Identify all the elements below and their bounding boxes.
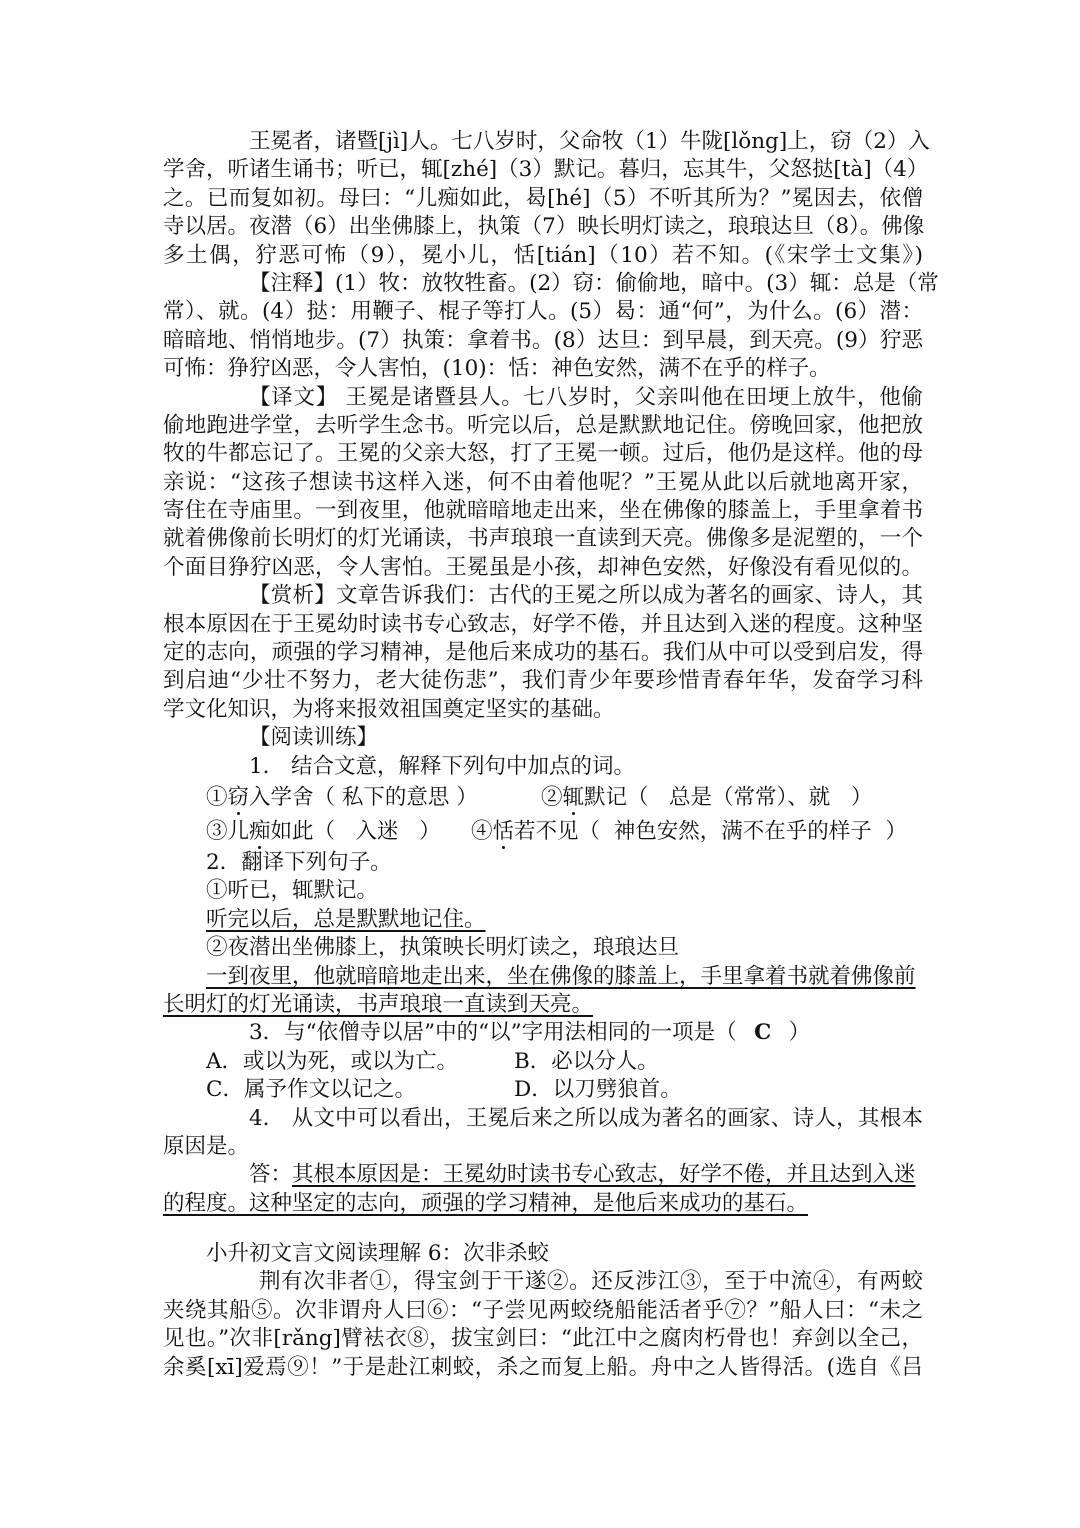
q2-answer-1: 听完以后，总是默默地记住。 — [206, 906, 486, 932]
q3-option-d: D．以刀劈狼首。 — [514, 1077, 682, 1103]
passage-line: 学舍，听诸生诵书；听已，辄[zhé]（3）默记。暮归，忘其牛，父怒挞[tà]（4） — [163, 157, 929, 183]
q1-answer-4: 神色安然，满不在乎的样子 — [600, 818, 886, 844]
q4-prompt-2: 原因是。 — [163, 1133, 250, 1159]
q3-option-c: C．属予作文以记之。 — [206, 1077, 416, 1103]
q4-answer-label: 答： — [249, 1162, 293, 1188]
notes-line: 暗暗地、悄悄地步。(7）执策：拿着书。(8）达旦：到早晨，到天亮。(9）狞恶 — [163, 327, 923, 353]
q4-answer-1: 其根本原因是：王冕幼时读书专心致志，好学不倦，并且达到入迷 — [292, 1162, 916, 1188]
q1-item-4: ④恬若不见（ 神色安然，满不在乎的样子 ） — [471, 818, 907, 844]
document-page — [163, 128, 939, 1382]
appreciation-line: 【赏析】文章告诉我们：古代的王冕之所以成为著名的画家、诗人，其 — [249, 583, 923, 609]
appreciation-line: 定的志向，顽强的学习精神，是他后来成功的基石。我们从中可以受到启发，得 — [163, 640, 923, 666]
q2-answer-2-line-2 — [163, 991, 923, 1019]
q3-option-a: A．或以为死，或以为亡。 — [206, 1048, 459, 1074]
q4-prompt-1: 4. 从文中可以看出，王冕后来之所以成为著名的画家、诗人，其根本 — [249, 1105, 923, 1131]
translation-section — [163, 384, 923, 583]
q2-answer-2a: 一到夜里，他就暗暗地走出来，坐在佛像的膝盖上，手里拿着书就着佛像前 — [206, 963, 916, 989]
section2-line: 见也。”次非[rǎng]臂袪衣⑧，拔宝剑曰：“此江中之腐肉朽骨也！弃剑以全己， — [163, 1326, 923, 1352]
q1-row-2 — [163, 815, 923, 849]
translation-line: 个面目狰狞凶恶，令人害怕。王冕虽是小孩，却神色安然，好像没有看见似的。 — [163, 554, 923, 580]
appreciation-line: 学文化知识，为将来报效祖国奠定坚实的基础。 — [163, 696, 615, 722]
passage-line: 之。已而复如初。母曰：“儿痴如此，曷[hé]（5）不听其所为？”冕因去，依僧 — [163, 185, 923, 211]
notes-line: 可怖：狰狞凶恶，令人害怕，(10)：恬：神色安然，满不在乎的样子。 — [163, 356, 831, 382]
q2-prompt: 2．翻译下列句子。 — [206, 849, 392, 875]
appreciation-line: 到启迪“少壮不努力，老大徒伤悲”，我们青少年要珍惜青春年华，发奋学习科 — [163, 668, 923, 694]
translation-line: 亲说：“这孩子想读书这样入迷，何不由着他呢？”王冕从此以后就地离开家， — [163, 469, 923, 495]
q1-prompt: 1. 结合文意，解释下列句中加点的词。 — [249, 753, 636, 779]
section-gap — [163, 1218, 923, 1240]
section2-line: 荆有次非者①，得宝剑于干遂②。还反涉江③，至于中流④，有两蛟 — [259, 1269, 923, 1295]
passage-line: 寺以居。夜潜（6）出坐佛膝上，执策（7）映长明灯读之，琅琅达旦（8）。佛像 — [163, 214, 925, 240]
q3-options-row-2 — [163, 1076, 923, 1104]
passage-line: 多土偶，狞恶可怖（9），冕小儿，恬[tián]（10）若不知。(《宋学士文集》) — [163, 242, 923, 268]
q1-item-2: ②辄默记（ 总是（常常）、就 ） — [541, 784, 873, 810]
translation-line: 【译文】 王冕是诸暨县人。七八岁时，父亲叫他在田埂上放牛，他偷 — [249, 384, 923, 410]
notes-line: 【注释】(1）牧：放牧牲畜。(2）窃：偷偷地，暗中。(3）辄：总是（常 — [249, 270, 939, 296]
section2-title: 小升初文言文阅读理解 6：次非杀蛟 — [206, 1241, 550, 1267]
q2-answer-2-line-1 — [163, 963, 923, 991]
q3-option-b: B．必以分人。 — [514, 1048, 659, 1074]
passage-line: 王冕者，诸暨[jì]人。七八岁时，父命牧（1）牛陇[lǒng]上，窃（2）入 — [249, 129, 930, 154]
section2-line: 夹绕其船⑤。次非谓舟人曰⑥：“子尝见两蛟绕船能活者乎⑦？”船人曰：“未之 — [163, 1297, 923, 1323]
q3-options-row-1 — [163, 1048, 923, 1076]
q4-answer-line-2 — [163, 1190, 923, 1218]
q2-sentence-1: ①听已，辄默记。 — [206, 878, 379, 904]
q1-answer-2: 总是（常常）、就 — [648, 784, 851, 810]
dotted-word: 窃 — [227, 784, 250, 810]
q1-item-3: ③儿痴如此（ 入迷 ） — [206, 818, 441, 844]
q4-answer-line-1 — [163, 1161, 923, 1189]
q1-row-1 — [163, 781, 923, 815]
reading-training-section — [163, 724, 923, 1218]
training-heading: 【阅读训练】 — [249, 725, 379, 751]
dotted-word: 痴 — [249, 818, 271, 844]
section2-line: 余奚[xī]爱焉⑨！”于是赴江刺蛟，杀之而复上船。舟中之人皆得活。(选自《吕 — [163, 1354, 923, 1380]
q1-answer-1: 私下的意思 — [335, 784, 457, 810]
q3-prompt-line: 3．与“依僧寺以居”中的“以”字用法相同的一项是（ C ） — [163, 1019, 923, 1047]
q1-answer-3: 入迷 — [335, 818, 420, 844]
translation-line: 偷地跑进学堂，去听学生念书。听完以后，总是默默地记住。傍晚回家，他把放 — [163, 412, 923, 438]
translation-line: 寄住在寺庙里。一到夜里，他就暗暗地走出来，坐在佛像的膝盖上，手里拿着书 — [163, 498, 923, 524]
translation-line: 就着佛像前长明灯的灯光诵读，书声琅琅一直读到天亮。佛像多是泥塑的，一个 — [163, 526, 923, 552]
dotted-word: 恬 — [492, 818, 515, 844]
appreciation-line: 根本原因在于王冕幼时读书专心致志，好学不倦，并且达到入迷的程度。这种坚 — [163, 611, 923, 637]
q2-answer-2b: 长明灯的灯光诵读，书声琅琅一直读到天亮。 — [163, 991, 594, 1017]
q2-sentence-2: ②夜潜出坐佛膝上，执策映长明灯读之，琅琅达旦 — [206, 935, 680, 961]
notes-line: 常）、就。(4）挞：用鞭子、棍子等打人。(5）曷：通“何”，为什么。(6）潜： — [163, 299, 923, 325]
q4-answer-2: 的程度。这种坚定的志向，顽强的学习精神，是他后来成功的基石。 — [163, 1190, 809, 1216]
translation-line: 牧的牛都忘记了。王冕的父亲大怒，打了王冕一顿。过后，他仍是这样。他的母 — [163, 441, 923, 467]
q2-answer-1-line — [163, 906, 923, 934]
q1-item-1: ①窃入学舍（ 私下的意思 ） — [206, 784, 478, 810]
passage-wang-mian — [163, 128, 930, 270]
appreciation-section — [163, 582, 923, 724]
dotted-word: 辄 — [562, 784, 585, 810]
section-ci-fei — [163, 1240, 923, 1382]
q3-answer: C — [754, 1020, 772, 1046]
notes-section — [163, 270, 939, 384]
